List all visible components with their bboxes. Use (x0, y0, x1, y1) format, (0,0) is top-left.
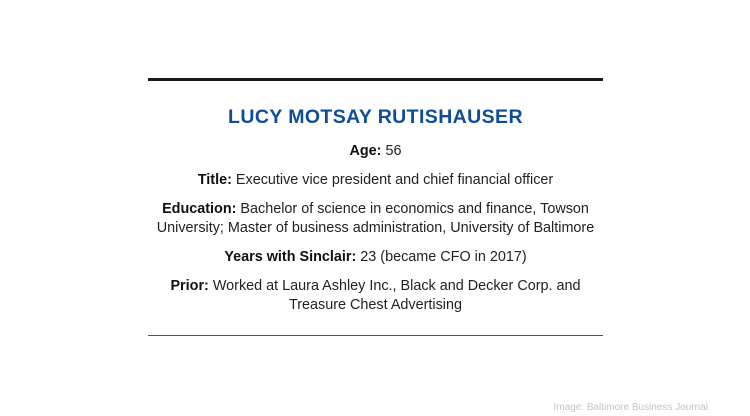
years-value: 23 (became CFO in 2017) (360, 249, 527, 265)
prior-label: Prior: (170, 278, 209, 294)
years-label: Years with Sinclair: (224, 249, 357, 265)
bottom-divider (148, 335, 603, 336)
education-row (148, 200, 603, 238)
image-credit: Image: Baltimore Business Journal (553, 402, 708, 413)
education-value-line1: Bachelor of science in economics and finance, Towson (240, 201, 589, 217)
years-row (148, 248, 603, 267)
title-label: Title: (197, 172, 232, 188)
title-value: Executive vice president and chief financial officer (235, 172, 554, 188)
education-value-line2: University; Master of business administration, University of Baltimore (156, 220, 595, 236)
education-label: Education: (162, 201, 237, 217)
profile-name: LUCY MOTSAY RUTISHAUSER (228, 106, 523, 128)
profile-card (148, 78, 603, 315)
age-label: Age: (349, 143, 382, 159)
age-value: 56 (385, 143, 402, 159)
prior-value-line1: Worked at Laura Ashley Inc., Black and Decker Corp. and (212, 278, 581, 294)
prior-value-line2: Treasure Chest Advertising (288, 297, 463, 313)
title-row (148, 171, 603, 190)
age-row (148, 142, 603, 161)
top-divider (148, 78, 603, 81)
prior-row (148, 277, 603, 315)
